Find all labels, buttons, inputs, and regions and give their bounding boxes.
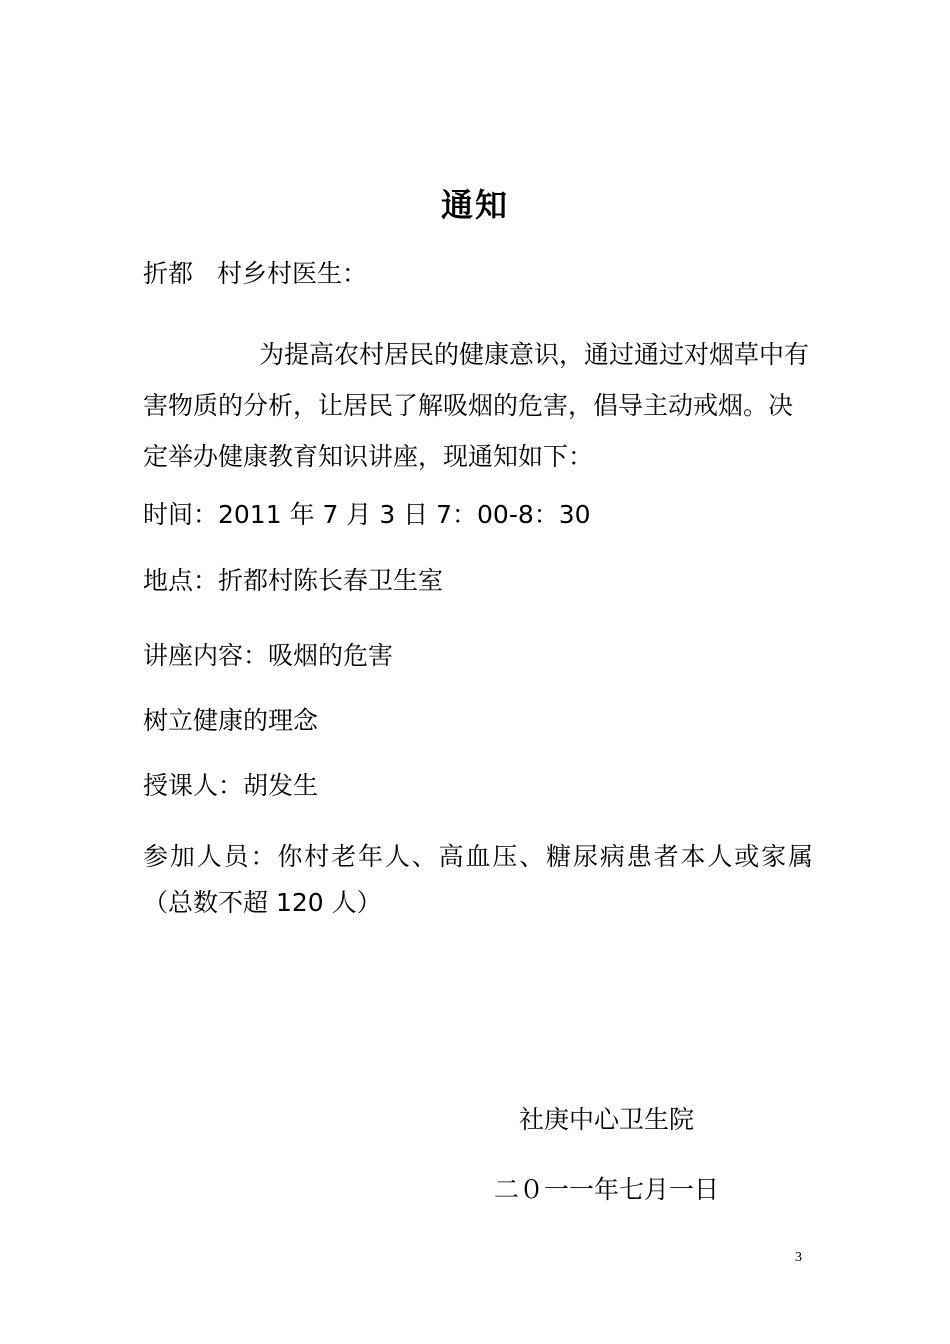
page-number: 3 [795,1250,802,1265]
page-title: 通知 [440,186,509,224]
salutation-village: 折都 [143,259,194,288]
content-line: 讲座内容：吸烟的危害 [143,641,394,670]
salutation [143,256,367,292]
body-paragraph [143,329,813,482]
place-line: 地点：折都村陈长春卫生室 [143,566,444,595]
participants-line: 参加人员：你村老年人、高血压、糖尿病患者本人或家属（总数不超 120 人） [143,842,813,917]
date: 二０一一年七月一日 [494,1175,720,1204]
body-paragraph-text: 为提高农村居民的健康意识，通过通过对烟草中有害物质的分析，让居民了解吸烟的危害，倡导主动戒烟。决定举办健康教育知识讲座，现通知如下： [143,340,810,471]
time-line: 时间：2011 年 7 月 3 日 7：00-8：30 [143,500,591,529]
concept-line: 树立健康的理念 [143,706,319,735]
lecturer-line: 授课人：胡发生 [143,771,319,800]
salutation-recipient: 村乡村医生： [217,259,368,288]
signer: 社庚中心卫生院 [519,1105,695,1134]
